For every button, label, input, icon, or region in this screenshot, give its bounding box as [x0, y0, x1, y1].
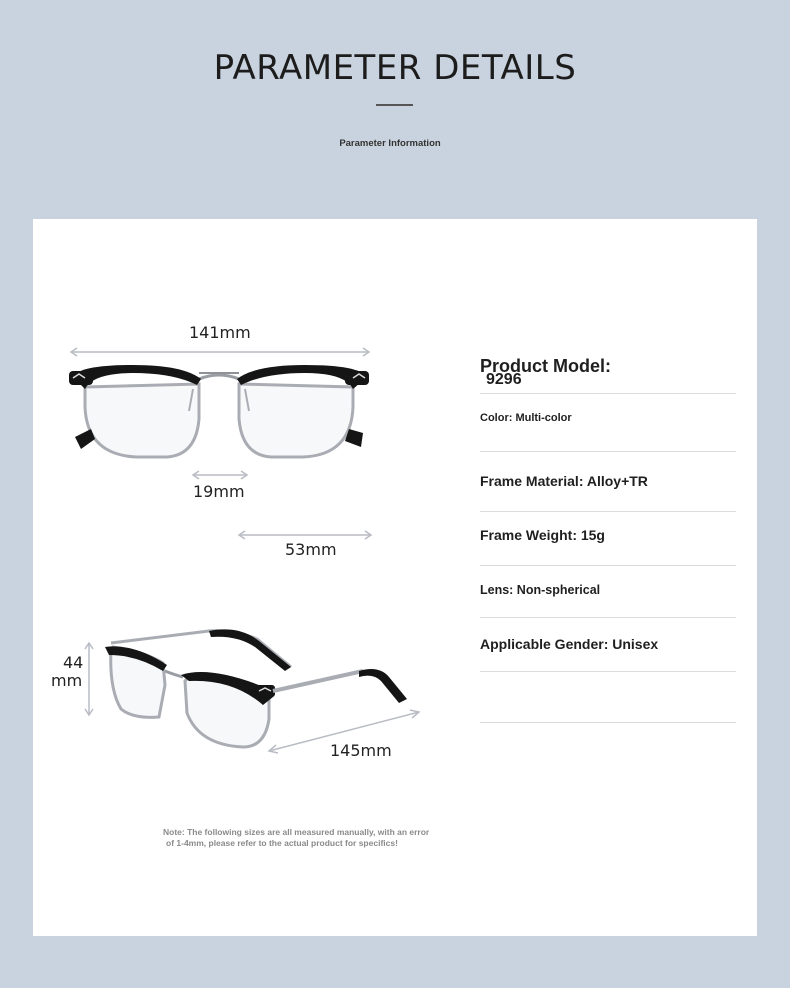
product-model-value: 9296 — [486, 371, 522, 388]
parameter-card — [33, 219, 757, 936]
measurement-note — [163, 827, 583, 849]
temple-length-label: 145mm — [330, 741, 392, 760]
spec-divider — [480, 722, 736, 723]
note-line-2: of 1-4mm, please refer to the actual product for specifics! — [166, 838, 398, 848]
color-spec: Color: Multi-color — [480, 412, 572, 424]
total-width-arrow — [71, 348, 369, 356]
title-divider — [376, 104, 413, 106]
lens-height-unit: mm — [51, 671, 83, 690]
glasses-angled-view — [105, 629, 407, 747]
frame-material-spec: Frame Material: Alloy+TR — [480, 473, 648, 489]
lens-height-value: 44 — [63, 653, 84, 672]
glasses-front-view — [69, 365, 369, 457]
lens-height-arrow — [85, 643, 93, 715]
spec-divider — [480, 671, 736, 672]
bridge-arrow — [193, 471, 247, 479]
lens-width-arrow — [239, 531, 371, 539]
total-width-label: 141mm — [189, 323, 251, 342]
product-model-label: Product Model: — [480, 356, 611, 376]
frame-weight-spec: Frame Weight: 15g — [480, 527, 605, 543]
spec-divider — [480, 451, 736, 452]
lens-spec: Lens: Non-spherical — [480, 583, 601, 597]
lens-width-label: 53mm — [285, 540, 337, 559]
spec-divider — [480, 511, 736, 512]
spec-divider — [480, 617, 736, 618]
spec-divider — [480, 565, 736, 566]
bridge-label: 19mm — [193, 482, 245, 501]
spec-divider — [480, 393, 736, 394]
page-subtitle: Parameter Information — [339, 138, 441, 149]
note-line-1: Note: The following sizes are all measured manually, with an error — [163, 827, 430, 837]
page-title: PARAMETER DETAILS — [213, 48, 577, 88]
gender-spec: Applicable Gender: Unisex — [480, 636, 659, 652]
